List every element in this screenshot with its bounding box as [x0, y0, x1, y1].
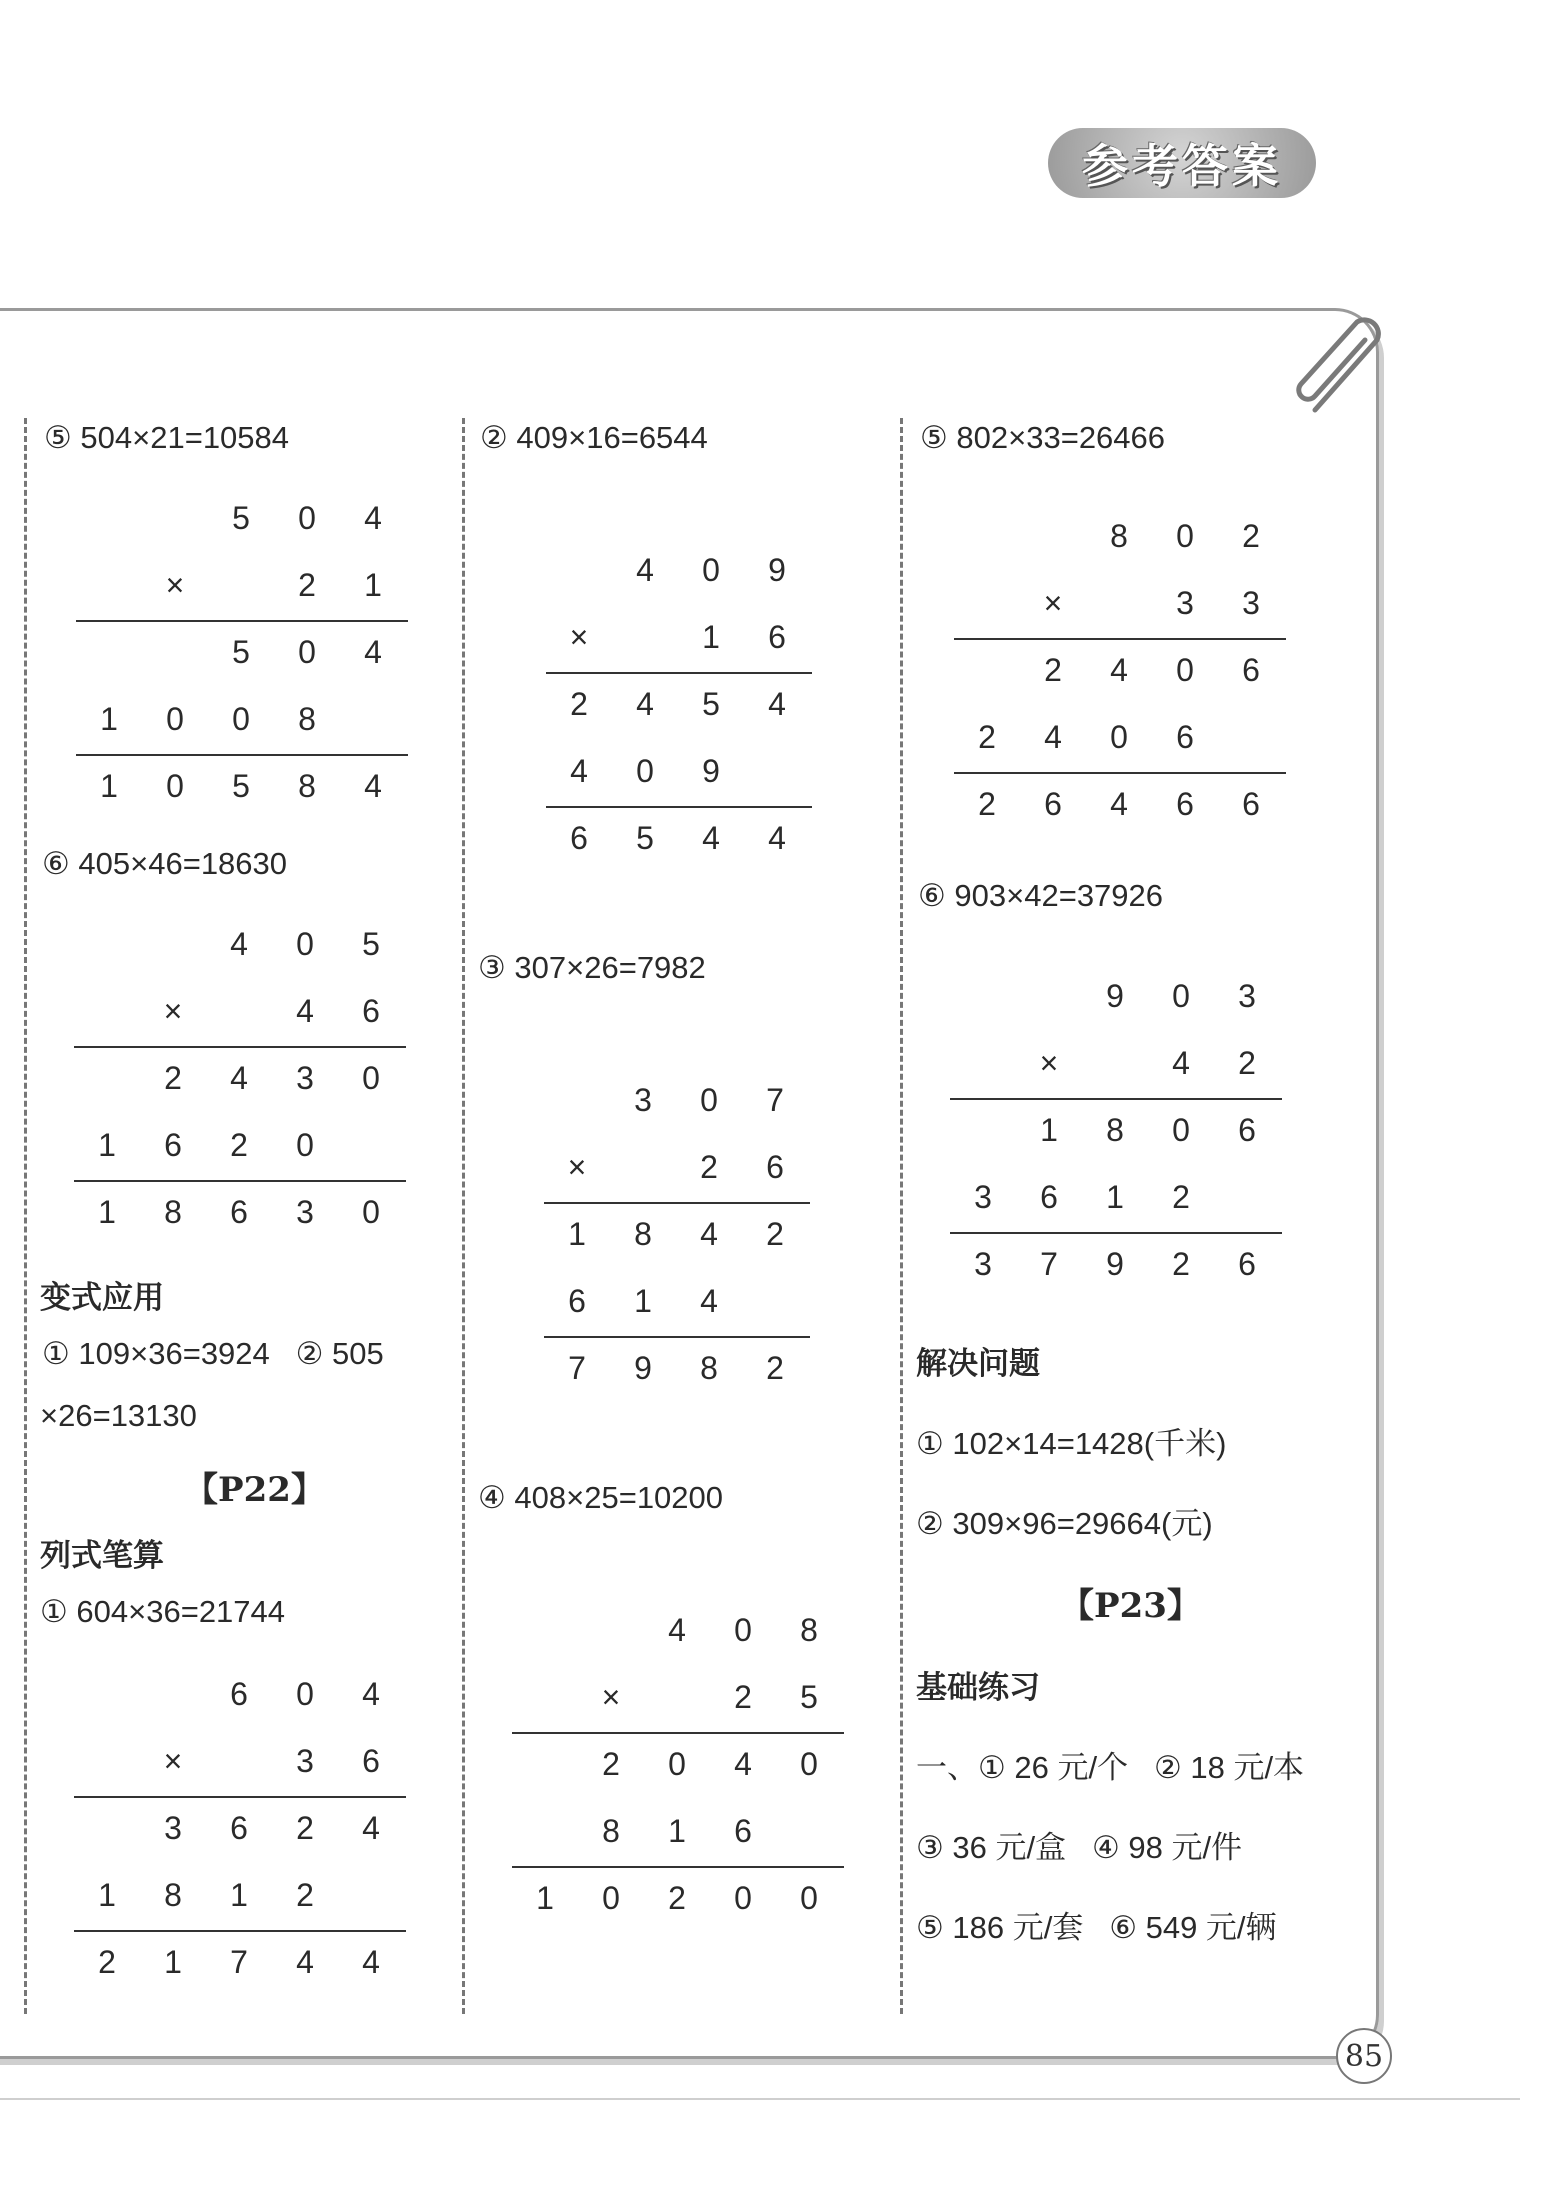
calc-digit: 0 [734, 1880, 752, 1916]
calc-digit: 4 [296, 1944, 314, 1980]
calc-digit: 1 [1106, 1179, 1124, 1215]
calc-digit: 3 [1176, 585, 1194, 621]
calc-rule [74, 1930, 406, 1932]
calc-digit: 1 [702, 619, 720, 655]
calc-digit: 5 [232, 500, 250, 536]
calc-digit: 1 [568, 1216, 586, 1252]
calc-digit: 0 [1176, 652, 1194, 688]
calc-rule [544, 1336, 810, 1338]
calc-digit: 3 [1242, 585, 1260, 621]
calc-digit: 5 [232, 634, 250, 670]
calc-digit: 9 [634, 1350, 652, 1386]
bianshi-line-2: ×26=13130 [40, 1398, 197, 1433]
calc-digit: × [165, 567, 185, 603]
calc-digit: 7 [766, 1082, 784, 1118]
page-ref-p23: 【P23】 [1060, 1586, 1201, 1626]
calc-digit: 8 [1110, 518, 1128, 554]
calc-digit: 6 [362, 1743, 380, 1779]
calc-digit: 4 [700, 1216, 718, 1252]
calc-digit: 2 [98, 1944, 116, 1980]
calc-digit: 9 [1106, 1246, 1124, 1282]
calc-digit: 6 [230, 1810, 248, 1846]
calc-digit: 4 [362, 1944, 380, 1980]
calc-digit: 2 [734, 1679, 752, 1715]
calc-digit: × [163, 993, 183, 1029]
calc-digit: 4 [636, 552, 654, 588]
calc-rule [512, 1732, 844, 1734]
calc-digit: 9 [768, 552, 786, 588]
calc-rule [546, 806, 812, 808]
calc-rule [512, 1866, 844, 1868]
calc-digit: 0 [166, 701, 184, 737]
calc-digit: × [567, 1149, 587, 1185]
calc-digit: 2 [230, 1127, 248, 1163]
calc-digit: 4 [364, 500, 382, 536]
calc-rule [74, 1180, 406, 1182]
calc-digit: 7 [568, 1350, 586, 1386]
calc-digit: 2 [978, 786, 996, 822]
calc-digit: 2 [1044, 652, 1062, 688]
calc-digit: 4 [364, 634, 382, 670]
calc-digit: 0 [232, 701, 250, 737]
calc-digit: 0 [296, 1127, 314, 1163]
calc-digit: 1 [634, 1283, 652, 1319]
page-ref-p22: 【P22】 [184, 1470, 325, 1510]
calc-digit: 6 [164, 1127, 182, 1163]
jichu-answer-line-3: ⑤ 186 元/套 ⑥ 549 元/辆 [916, 1910, 1277, 1945]
calc-digit: 6 [230, 1676, 248, 1712]
calc-digit: 4 [734, 1746, 752, 1782]
calc-rule [546, 672, 812, 674]
calc-digit: 0 [296, 1676, 314, 1712]
calc-digit: 6 [1044, 786, 1062, 822]
calc-digit: 2 [1242, 518, 1260, 554]
calc-digit: 2 [164, 1060, 182, 1096]
calc-digit: 6 [766, 1149, 784, 1185]
calc-digit: 2 [668, 1880, 686, 1916]
jiejue-answer-1: ① 102×14=1428(千米) [916, 1426, 1227, 1461]
problem-1-equation: ① 604×36=21744 [40, 1594, 286, 1629]
calc-digit: 6 [734, 1813, 752, 1849]
calc-digit: 0 [298, 500, 316, 536]
calc-rule [950, 1098, 1282, 1100]
calc-digit: 1 [100, 701, 118, 737]
calc-digit: 1 [668, 1813, 686, 1849]
calc-rule [76, 620, 408, 622]
calc-digit: 0 [362, 1060, 380, 1096]
calc-digit: 5 [636, 820, 654, 856]
calc-digit: 3 [974, 1246, 992, 1282]
calc-digit: 1 [98, 1127, 116, 1163]
calc-digit: 0 [668, 1746, 686, 1782]
calc-digit: 6 [1176, 786, 1194, 822]
calc-digit: 1 [364, 567, 382, 603]
calc-digit: 2 [1238, 1045, 1256, 1081]
calc-digit: 4 [702, 820, 720, 856]
calc-digit: 9 [702, 753, 720, 789]
calc-digit: 4 [1110, 652, 1128, 688]
calc-digit: 2 [602, 1746, 620, 1782]
calc-digit: × [1039, 1045, 1059, 1081]
calc-digit: 1 [536, 1880, 554, 1916]
calc-digit: 6 [1238, 1246, 1256, 1282]
calc-digit: 1 [98, 1877, 116, 1913]
calc-digit: 2 [766, 1350, 784, 1386]
jiejue-answer-2: ② 309×96=29664(元) [916, 1506, 1213, 1541]
calc-digit: 8 [298, 768, 316, 804]
problem-5-equation: ⑤ 504×21=10584 [44, 420, 290, 455]
calc-digit: 3 [164, 1810, 182, 1846]
calc-digit: 3 [296, 1194, 314, 1230]
calc-digit: 2 [296, 1877, 314, 1913]
calc-rule [544, 1202, 810, 1204]
calc-digit: 0 [800, 1746, 818, 1782]
calc-digit: 0 [1172, 978, 1190, 1014]
calc-digit: 3 [296, 1743, 314, 1779]
calc-rule [76, 754, 408, 756]
calc-digit: 4 [1172, 1045, 1190, 1081]
calc-digit: × [163, 1743, 183, 1779]
calc-digit: 6 [1040, 1179, 1058, 1215]
calc-digit: 0 [700, 1082, 718, 1118]
calc-digit: 8 [800, 1612, 818, 1648]
calc-digit: 0 [800, 1880, 818, 1916]
calc-digit: × [569, 619, 589, 655]
calc-digit: 4 [768, 686, 786, 722]
calc-digit: 2 [766, 1216, 784, 1252]
calc-digit: 4 [362, 1676, 380, 1712]
calc-digit: 2 [978, 719, 996, 755]
column-divider-3 [900, 418, 903, 2014]
calc-digit: 4 [362, 1810, 380, 1846]
calc-digit: 0 [296, 926, 314, 962]
calc-digit: × [601, 1679, 621, 1715]
calc-digit: 6 [230, 1194, 248, 1230]
column-divider-1 [24, 418, 27, 2014]
calc-digit: 4 [668, 1612, 686, 1648]
calc-digit: 4 [636, 686, 654, 722]
calc-digit: 8 [602, 1813, 620, 1849]
calc-digit: 1 [164, 1944, 182, 1980]
calc-digit: 6 [1242, 786, 1260, 822]
calc-digit: 4 [230, 926, 248, 962]
jichu-answer-line-2: ③ 36 元/盒 ④ 98 元/件 [916, 1830, 1243, 1865]
answer-key-title: 参考答案 [1082, 139, 1282, 193]
calc-digit: 0 [362, 1194, 380, 1230]
bianshi-line-1: ① 109×36=3924 ② 505 [42, 1336, 384, 1371]
calc-digit: 8 [634, 1216, 652, 1252]
section-title-jichu: 基础练习 [916, 1670, 1040, 1705]
calc-rule [954, 772, 1286, 774]
answer-key-header [1048, 128, 1316, 198]
calc-digit: 7 [230, 1944, 248, 1980]
calc-digit: 1 [1040, 1112, 1058, 1148]
calc-digit: 0 [636, 753, 654, 789]
calc-rule [950, 1232, 1282, 1234]
calc-digit: 6 [1238, 1112, 1256, 1148]
calc-digit: 5 [702, 686, 720, 722]
problem-5b-equation: ⑤ 802×33=26466 [920, 420, 1166, 455]
calc-rule [74, 1796, 406, 1798]
calc-digit: 5 [232, 768, 250, 804]
calc-digit: 4 [230, 1060, 248, 1096]
calc-digit: 4 [364, 768, 382, 804]
calc-digit: 0 [1172, 1112, 1190, 1148]
calc-digit: 6 [768, 619, 786, 655]
calc-digit: 2 [570, 686, 588, 722]
calc-digit: 1 [230, 1877, 248, 1913]
calc-rule [74, 1046, 406, 1048]
calc-digit: 4 [768, 820, 786, 856]
bottom-rule [0, 2098, 1520, 2100]
column-divider-2 [462, 418, 465, 2014]
calc-digit: 8 [164, 1877, 182, 1913]
calc-rule [954, 638, 1286, 640]
calc-digit: 3 [1238, 978, 1256, 1014]
jichu-answer-line-1: 一、① 26 元/个 ② 18 元/本 [916, 1750, 1305, 1785]
section-title-bianshi: 变式应用 [40, 1280, 164, 1315]
problem-3-equation: ③ 307×26=7982 [478, 950, 706, 985]
calc-digit: 5 [362, 926, 380, 962]
calc-digit: 1 [100, 768, 118, 804]
calc-digit: 7 [1040, 1246, 1058, 1282]
calc-digit: 6 [362, 993, 380, 1029]
calc-digit: 0 [734, 1612, 752, 1648]
calc-digit: 3 [296, 1060, 314, 1096]
calc-digit: × [1043, 585, 1063, 621]
calc-digit: 0 [1110, 719, 1128, 755]
calc-digit: 2 [1172, 1179, 1190, 1215]
section-title-jiejue: 解决问题 [916, 1346, 1040, 1381]
calc-digit: 1 [98, 1194, 116, 1230]
problem-6-equation: ⑥ 405×46=18630 [42, 846, 288, 881]
calc-digit: 4 [700, 1283, 718, 1319]
problem-4-equation: ④ 408×25=10200 [478, 1480, 724, 1515]
calc-digit: 0 [602, 1880, 620, 1916]
calc-digit: 5 [800, 1679, 818, 1715]
calc-digit: 4 [296, 993, 314, 1029]
calc-digit: 0 [298, 634, 316, 670]
calc-digit: 6 [568, 1283, 586, 1319]
calc-digit: 2 [1172, 1246, 1190, 1282]
calc-digit: 4 [1044, 719, 1062, 755]
paperclip-icon [1285, 312, 1395, 422]
calc-digit: 8 [700, 1350, 718, 1386]
calc-digit: 3 [974, 1179, 992, 1215]
calc-digit: 0 [702, 552, 720, 588]
calc-digit: 8 [298, 701, 316, 737]
calc-digit: 6 [1242, 652, 1260, 688]
problem-2-equation: ② 409×16=6544 [480, 420, 708, 455]
page-number: 85 [1336, 2028, 1392, 2084]
calc-digit: 4 [570, 753, 588, 789]
section-title-liesi: 列式笔算 [40, 1538, 164, 1573]
calc-digit: 6 [1176, 719, 1194, 755]
calc-digit: 9 [1106, 978, 1124, 1014]
calc-digit: 8 [1106, 1112, 1124, 1148]
calc-digit: 3 [634, 1082, 652, 1118]
calc-digit: 2 [700, 1149, 718, 1185]
calc-digit: 0 [1176, 518, 1194, 554]
calc-digit: 2 [298, 567, 316, 603]
problem-6b-equation: ⑥ 903×42=37926 [918, 878, 1164, 913]
calc-digit: 6 [570, 820, 588, 856]
calc-digit: 4 [1110, 786, 1128, 822]
calc-digit: 8 [164, 1194, 182, 1230]
calc-digit: 2 [296, 1810, 314, 1846]
calc-digit: 0 [166, 768, 184, 804]
